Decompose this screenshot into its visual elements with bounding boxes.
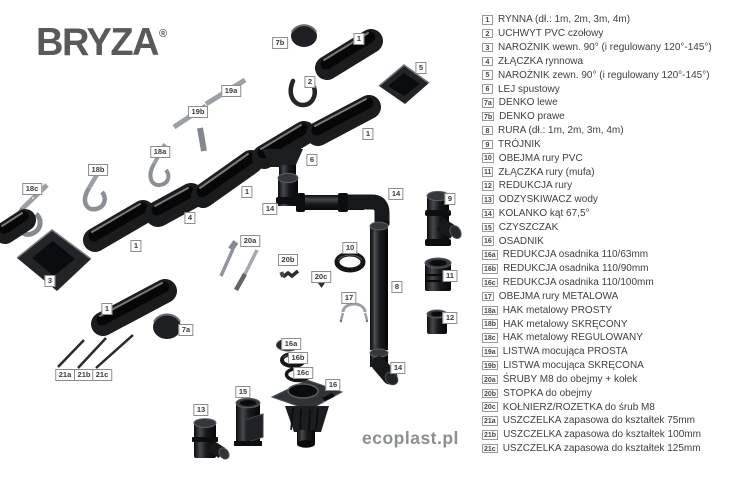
part-gasket-75-21a <box>58 340 84 367</box>
legend-item-16 <box>482 234 748 248</box>
legend-item-number: 10 <box>484 155 492 163</box>
legend-item-number: 3 <box>482 43 493 53</box>
diagram-label-1: 1 <box>362 128 373 140</box>
diagram-label-13: 13 <box>193 404 208 416</box>
legend-item-number: 2 <box>482 29 493 39</box>
legend-item-number: 16c <box>484 279 496 287</box>
legend-item-17 <box>482 290 748 304</box>
legend-item-label: RYNNA (dł.: 1m, 2m, 3m, 4m) <box>498 14 631 26</box>
diagram-label-17: 17 <box>341 292 356 304</box>
diagram-label-3: 3 <box>44 275 55 287</box>
legend-item-number: 9 <box>482 140 493 150</box>
part-mounting-strip-straight-19a <box>206 80 245 104</box>
legend-item-number: 19b <box>484 362 497 370</box>
legend-item-19b <box>482 359 748 373</box>
legend-item-label: OBEJMA rury PVC <box>498 152 583 164</box>
legend-item-number: 21b <box>484 432 497 439</box>
legend-item-number: 12 <box>484 183 492 191</box>
registered-mark: ® <box>158 27 168 40</box>
legend-item-label: CZYSZCZAK <box>498 221 559 233</box>
diagram-label-20a: 20a <box>240 235 260 247</box>
part-water-recovery-13 <box>192 419 231 461</box>
part-inner-corner-3 <box>17 230 91 291</box>
legend-item-21c <box>482 442 748 456</box>
legend-item-16c <box>482 276 748 290</box>
diagram-label-1: 1 <box>101 303 112 315</box>
part-gutter-hook-pvc-2 <box>291 81 315 105</box>
legend-item-4 <box>482 54 748 68</box>
part-pipe-clamp-pvc-10 <box>337 254 363 270</box>
legend-item-label: LEJ spustowy <box>498 83 560 95</box>
part-clamp-foot-20b <box>279 271 298 278</box>
part-reducer-ring-90-16b <box>282 354 304 366</box>
legend-item-label: USZCZELKA zapasowa do kształtek 75mm <box>502 415 695 427</box>
legend-item-3 <box>482 41 748 55</box>
legend-item-7a <box>482 96 748 110</box>
legend-item-label: UCHWYT PVC czołowy <box>498 28 604 40</box>
legend-item-number: 18c <box>484 335 496 343</box>
legend-item-number: 18b <box>484 321 497 329</box>
legend-item-number: 1 <box>482 15 493 25</box>
legend-item-1 <box>482 13 748 27</box>
legend-item-number: 16a <box>484 252 496 260</box>
part-reducer-ring-63-16a <box>277 339 300 351</box>
legend-item-number: 16b <box>484 266 497 274</box>
watermark: ecoplast.pl <box>362 428 459 448</box>
legend-item-number: 19a <box>484 349 496 357</box>
diagram-label-5: 5 <box>415 62 426 74</box>
legend-item-number: 6 <box>482 84 493 94</box>
diagram-label-16b: 16b <box>288 352 308 364</box>
legend-item-9 <box>482 137 748 151</box>
legend-item-number: 21c <box>484 445 496 453</box>
legend-item-label: HAK metalowy PROSTY <box>502 304 613 316</box>
diagram-label-18c: 18c <box>22 183 42 195</box>
legend-item-6 <box>482 82 748 96</box>
legend-item-5 <box>482 68 748 82</box>
legend-item-label: USZCZELKA zapasowa do kształtek 100mm <box>503 429 701 441</box>
part-screws-20a <box>221 240 257 290</box>
part-gutter-mid-3 <box>315 99 369 134</box>
legend-item-label: NAROŻNIK wewn. 90° (i regulowany 120°-145°) <box>498 42 712 54</box>
part-gasket-125-21c <box>96 335 133 368</box>
part-reducer-ring-100-16c <box>287 369 310 381</box>
diagram-label-1: 1 <box>130 240 141 252</box>
legend-item-number: 13 <box>484 196 492 204</box>
legend-item-number: 14 <box>484 210 492 218</box>
legend-item-number: 11 <box>484 169 492 177</box>
legend-item-number: 7b <box>484 113 493 121</box>
legend-item-label: KOŁNIERZ/ROZETKA do śrub M8 <box>502 401 655 413</box>
part-pipe-connector-11 <box>425 258 451 291</box>
part-mounting-strip-twisted-19b <box>174 106 206 151</box>
diagram-label-14: 14 <box>390 362 405 374</box>
brand-name: BRYZA <box>36 21 158 65</box>
legend-item-20a <box>482 373 748 387</box>
legend-item-15 <box>482 220 748 234</box>
diagram-label-14: 14 <box>388 188 403 200</box>
legend-item-11 <box>482 165 748 179</box>
part-downpipe-8 <box>370 222 388 350</box>
legend-item-label: RURA (dł.: 1m, 2m, 3m, 4m) <box>498 125 624 137</box>
legend-item-label: LISTWA mocująca PROSTA <box>502 346 628 358</box>
diagram-label-8: 8 <box>391 281 402 293</box>
diagram-label-6: 6 <box>306 154 317 166</box>
legend-item-label: ŚRUBY M8 do obejmy + kołek <box>502 373 638 385</box>
legend-item-label: ZŁĄCZKA rynnowa <box>498 55 584 67</box>
diagram-label-18b: 18b <box>88 164 108 176</box>
legend-list <box>482 13 748 456</box>
part-rosette-20c <box>318 280 325 288</box>
legend-item-label: REDUKCJA osadnika 110/63mm <box>502 249 649 261</box>
diagram-label-14: 14 <box>262 203 277 215</box>
legend-item-13 <box>482 193 748 207</box>
legend-item-label: TRÓJNIK <box>498 138 541 150</box>
legend-item-8 <box>482 124 748 138</box>
legend-item-number: 20c <box>484 404 496 412</box>
part-gutter-stub <box>2 213 25 233</box>
legend-item-16b <box>482 262 748 276</box>
legend-item-label: DENKO prawe <box>499 111 565 123</box>
part-gutter-connector-4 <box>155 188 191 214</box>
diagram-label-21c: 21c <box>92 369 112 381</box>
legend-item-label: STOPKA do obejmy <box>503 387 592 399</box>
diagram-label-7b: 7b <box>272 37 288 49</box>
legend-item-21a <box>482 414 748 428</box>
legend-item-number: 17 <box>484 293 492 301</box>
part-elbow-bottom-14 <box>370 349 400 387</box>
legend-item-20b <box>482 386 748 400</box>
diagram-label-1: 1 <box>353 33 364 45</box>
part-elbow-assembly-14 <box>276 173 390 227</box>
legend-item-number: 21a <box>484 418 496 426</box>
legend-item-2 <box>482 27 748 41</box>
legend-item-number: 4 <box>482 57 493 67</box>
legend-item-18a <box>482 303 748 317</box>
legend-item-number: 15 <box>484 224 492 232</box>
part-gutter-mid-2 <box>200 154 251 196</box>
legend-item-label: ZŁĄCZKA rury (mufa) <box>498 166 595 178</box>
diagram-label-16c: 16c <box>293 367 313 379</box>
legend-item-label: KOLANKO kąt 67,5° <box>498 208 590 219</box>
part-pipe-clamp-metal-17 <box>340 304 368 322</box>
part-cleanout-15 <box>234 398 263 446</box>
diagram-label-18a: 18a <box>150 146 170 158</box>
part-tee-9 <box>425 191 463 246</box>
legend-item-14 <box>482 207 748 221</box>
diagram-label-12: 12 <box>442 312 457 324</box>
legend-item-label: DENKO lewe <box>498 97 558 109</box>
part-end-cap-right-7b <box>291 25 317 47</box>
legend-item-number: 20a <box>484 376 496 384</box>
legend-item-label: LISTWA mocująca SKRĘCONA <box>503 360 644 372</box>
legend-item-number: 5 <box>482 70 493 80</box>
diagram-label-4: 4 <box>184 212 195 224</box>
part-catch-basin-16 <box>272 380 342 448</box>
legend-item-7b <box>482 110 748 124</box>
legend-item-label: REDUKCJA rury <box>498 180 573 192</box>
legend-item-18c <box>482 331 748 345</box>
part-gutter-bottom-1 <box>100 283 165 324</box>
part-metal-hook-straight-18a <box>150 144 168 185</box>
legend-item-number: 18a <box>484 307 496 315</box>
diagram-label-2: 2 <box>304 76 315 88</box>
legend-item-19a <box>482 345 748 359</box>
legend-item-label: HAK metalowy SKRĘCONY <box>503 318 628 330</box>
legend-item-label: OSADNIK <box>498 235 544 247</box>
diagram-label-21b: 21b <box>74 369 94 381</box>
part-gutter-top-1 <box>324 33 371 68</box>
part-pipe-reducer-12 <box>427 310 447 334</box>
diagram-label-20c: 20c <box>311 271 331 283</box>
legend <box>482 13 748 456</box>
legend-item-label: USZCZELKA zapasowa do kształtek 125mm <box>502 443 701 455</box>
legend-item-number: 16 <box>484 238 492 246</box>
legend-item-10 <box>482 151 748 165</box>
legend-item-label: REDUKCJA osadnika 110/90mm <box>503 263 649 275</box>
diagram-label-16: 16 <box>325 379 340 391</box>
part-metal-hook-twisted-18b <box>85 166 105 209</box>
legend-item-label: OBEJMA rury METALOWA <box>498 290 619 302</box>
diagram-label-10: 10 <box>342 242 357 254</box>
legend-item-label: NAROŻNIK zewn. 90° (i regulowany 120°-145°) <box>498 69 710 81</box>
diagram-label-15: 15 <box>235 386 250 398</box>
legend-item-label: HAK metalowy REGULOWANY <box>502 332 643 344</box>
part-outer-corner-5 <box>379 65 429 104</box>
legend-item-21b <box>482 428 748 442</box>
diagram-label-20b: 20b <box>278 254 298 266</box>
legend-item-number: 20b <box>484 390 497 398</box>
legend-item-18b <box>482 317 748 331</box>
diagram-label-7a: 7a <box>178 324 193 336</box>
diagram-label-21a: 21a <box>55 369 75 381</box>
diagram-label-9: 9 <box>444 193 455 205</box>
part-end-cap-left-7a <box>153 314 181 339</box>
legend-item-20c <box>482 400 748 414</box>
legend-item-number: 7a <box>484 100 492 108</box>
legend-item-12 <box>482 179 748 193</box>
diagram-label-1: 1 <box>241 186 252 198</box>
legend-item-number: 8 <box>482 126 493 136</box>
legend-item-label: ODZYSKIWACZ wody <box>498 194 598 206</box>
diagram-label-19a: 19a <box>221 85 241 97</box>
diagram-label-11: 11 <box>443 270 458 282</box>
diagram-label-19b: 19b <box>188 106 208 118</box>
diagram-label-16a: 16a <box>281 338 301 350</box>
legend-item-16a <box>482 248 748 262</box>
legend-item-label: REDUKCJA osadnika 110/100mm <box>502 277 654 289</box>
